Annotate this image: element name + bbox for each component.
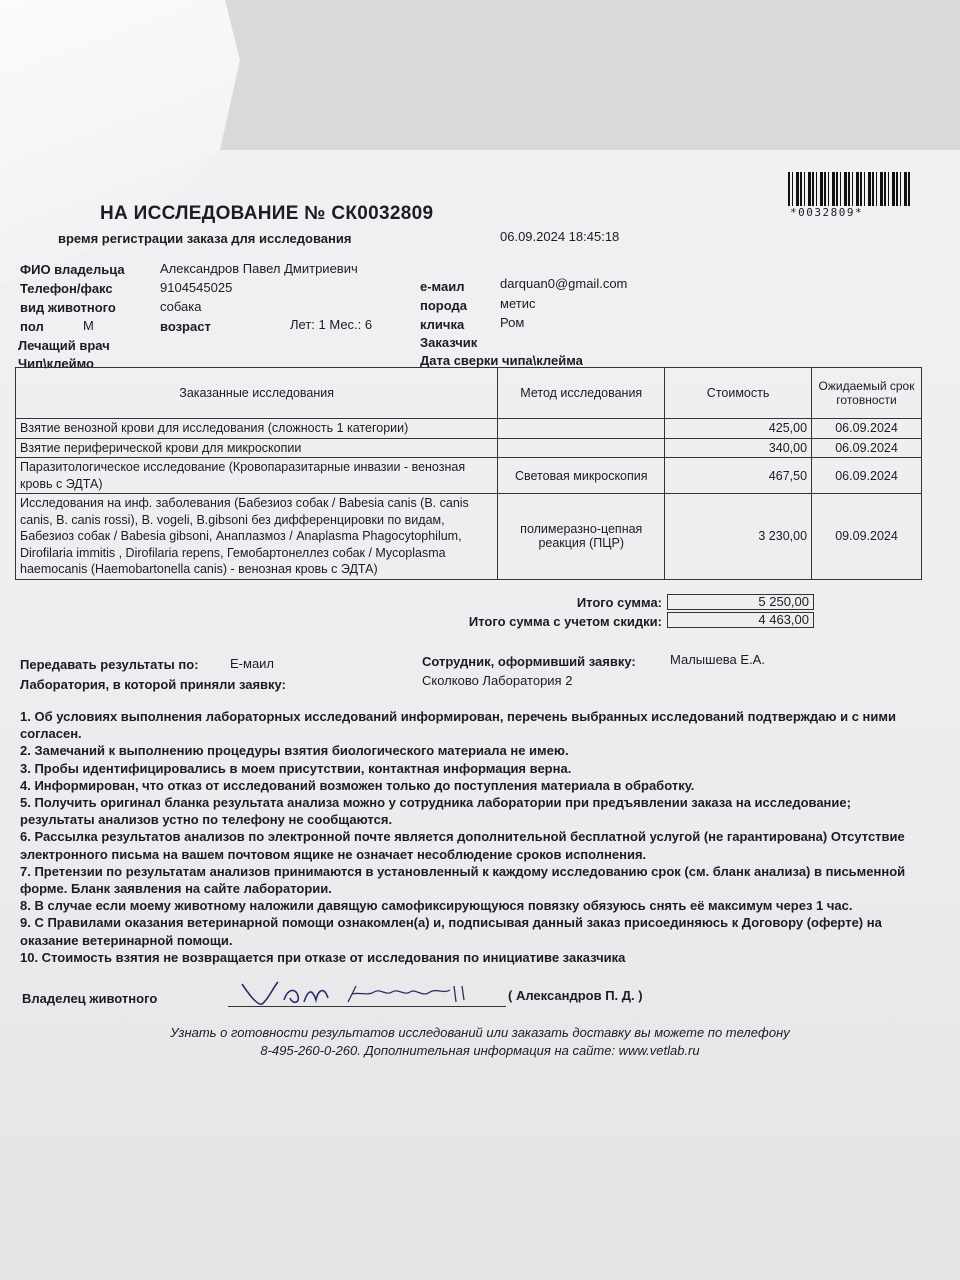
row-date: 06.09.2024 [812,419,922,439]
header-studies: Заказанные исследования [16,368,498,419]
row-date: 06.09.2024 [812,458,922,494]
condition-item: 9. С Правилами оказания ветеринарной помощи ознакомлен(а) и, подписывая данный заказ присоединяюсь к Договору (оферте) на оказание ветеринарной помощи. [20,915,882,948]
footer-info [40,1024,920,1060]
owner-name-label: ФИО владельца [20,262,125,277]
footer-line-1: Узнать о готовности результатов исследований или заказать доставку вы можете по телефону [170,1025,790,1040]
discount-label: Итого сумма с учетом скидки: [468,614,662,629]
customer-label: Заказчик [420,335,478,350]
orders-table [15,367,922,580]
row-cost: 340,00 [665,438,812,458]
table-row [16,494,922,580]
table-row [16,419,922,439]
breed-label: порода [420,298,467,313]
row-date: 09.09.2024 [812,494,922,580]
conditions-list [20,708,925,966]
condition-item: 7. Претензии по результатам анализов принимаются в установленный к каждому исследованию срок (см. бланк анализа) в письменной форме. Бланк заявления на сайте лаборатории. [20,863,906,897]
row-cost: 425,00 [665,419,812,439]
header-cost: Стоимость [665,368,812,419]
condition-item: 3. Пробы идентифицировались в моем присутствии, контактная информация верна. [20,760,572,776]
table-header-row [16,368,922,419]
reg-datetime: 06.09.2024 18:45:18 [500,229,620,244]
row-cost: 3 230,00 [665,494,812,580]
email: darquan0@gmail.com [500,276,628,291]
row-desc: Взятие периферической крови для микроскопии [16,438,498,458]
species-label: вид животного [20,300,116,315]
discount-value: 4 463,00 [667,612,814,628]
employee-label: Сотрудник, оформивший заявку: [422,654,636,669]
condition-item: 1. Об условиях выполнения лабораторных исследований информирован, перечень выбранных исследований подтверждаю и с ними согласен. [20,709,896,742]
chip-label: Чип\клеймо [18,356,94,371]
barcode [788,172,910,206]
sex-label: пол [20,319,44,334]
table-row [16,458,922,494]
handwritten-signature [240,978,510,1008]
lab-label: Лаборатория, в которой приняли заявку: [20,677,286,692]
condition-item: 6. Рассылка результатов анализов по электронной почте является дополнительной бесплатной услугой (не гарантирована) Отсутствие электронного письма на вашем почтовом ящике не означает несоблюдение сроков исполнения. [20,829,905,862]
row-desc: Взятие венозной крови для исследования (сложность 1 категории) [16,419,498,439]
row-cost: 467,50 [665,458,812,494]
row-date: 06.09.2024 [812,438,922,458]
vet-label: Лечащий врач [18,338,110,353]
employee: Малышева Е.А. [670,652,765,667]
header-method: Метод исследования [498,368,665,419]
nick-label: кличка [420,317,465,332]
sex: М [83,318,94,333]
breed: метис [500,296,536,311]
row-method [498,419,665,439]
row-method [498,438,665,458]
owner-printed-name: ( Александров П. Д. ) [508,988,643,1003]
phone: 9104545025 [160,280,233,295]
total-value: 5 250,00 [667,594,814,610]
age: Лет: 1 Мес.: 6 [290,317,373,332]
header-ready-date: Ожидаемый срок готовности [812,368,922,419]
owner-sign-label: Владелец животного [22,991,158,1006]
total-label: Итого сумма: [576,595,662,610]
condition-item: 5. Получить оригинал бланка результата анализа можно у сотрудника лаборатории при предъявлении заказа на исследование; результаты анализов устно по телефону не сообщаются. [20,795,851,828]
reg-label: время регистрации заказа для исследования [58,231,352,246]
phone-label: Телефон/факс [20,281,113,296]
form-title: НА ИССЛЕДОВАНИЕ № СК0032809 [100,203,434,224]
species: собака [160,299,202,314]
nick: Ром [500,315,525,330]
condition-item: 2. Замечаний к выполнению процедуры взятия биологического материала не имею. [20,743,569,759]
row-desc: Исследования на инф. заболевания (Бабезиоз собак / Babesia canis (B. canis canis, B. canis rossi), B. vogeli, B.gibsoni без дифференцировки по видам, Бабезиоз собак / Babesia gibsoni, Анаплазмоз / Anaplasma Phagocytophilum, Dirofilaria immitis , Dirofilaria repens, Гемобартонеллез собак / Mycoplasma haemocanis (Haemobartonella canis) - венозная кровь с ЭДТА) [16,494,498,580]
send-label: Передавать результаты по: [20,657,199,672]
footer-line-2: 8-495-260-0-260. Дополнительная информация на сайте: www.vetlab.ru [260,1043,700,1058]
age-label: возраст [160,319,211,334]
row-desc: Паразитологическое исследование (Кровопаразитарные инвазии - венозная кровь с ЭДТА) [16,458,498,494]
condition-item: 8. В случае если моему животному наложили давящую самофиксирующуюся повязку обязуюсь снять её максимум через 1 час. [20,898,853,914]
row-method: полимеразно-цепная реакция (ПЦР) [498,494,665,580]
email-label: е-маил [420,279,465,294]
signature-line [228,1006,506,1007]
condition-item: 10. Стоимость взятия не возвращается при отказе от исследования по инициативе заказчика [20,949,626,965]
owner-name: Александров Павел Дмитриевич [160,261,358,276]
barcode-text: *0032809* [790,206,864,219]
row-method: Световая микроскопия [498,458,665,494]
chipdate-label: Дата сверки чипа\клейма [420,353,583,368]
condition-item: 4. Информирован, что отказ от исследований возможен только до поступления материала в обработку. [20,777,695,793]
table-row [16,438,922,458]
lab-value: Сколково Лаборатория 2 [422,673,573,688]
send-value: Е-маил [230,656,275,671]
